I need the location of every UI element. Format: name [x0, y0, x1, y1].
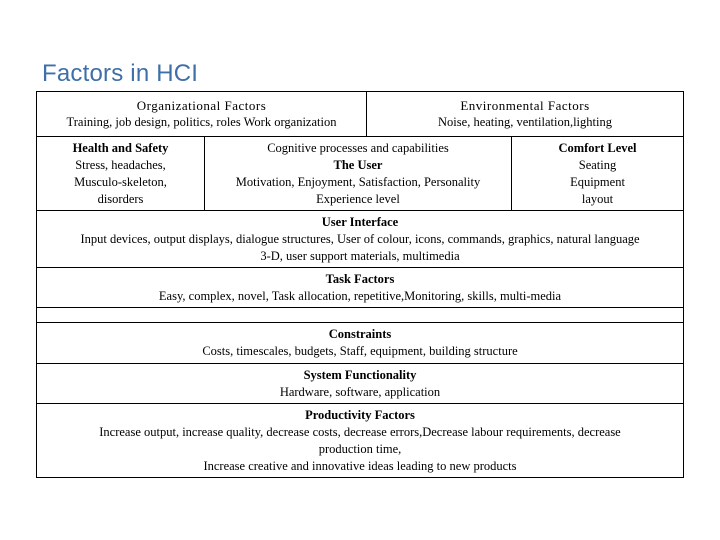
user-interface-heading: User Interface	[321, 214, 399, 229]
spacer-band	[36, 307, 684, 323]
the-user-line-3: Experience level	[316, 191, 400, 206]
constraints-box	[36, 322, 684, 364]
the-user-line-2: Motivation, Enjoyment, Satisfaction, Personality	[235, 174, 481, 189]
the-user-line-1: Cognitive processes and capabilities	[267, 140, 449, 155]
system-functionality-text: Hardware, software, application	[279, 384, 441, 399]
comfort-level-line: Equipment	[570, 174, 625, 189]
the-user-heading: The User	[333, 157, 383, 172]
system-functionality-box	[36, 363, 684, 404]
comfort-level-line: Seating	[578, 157, 617, 172]
environmental-factors-box	[366, 91, 684, 137]
productivity-factors-box	[36, 403, 684, 478]
productivity-factors-line-1: Increase output, increase quality, decrease costs, decrease errors,Decrease labour requirements, decrease	[99, 424, 621, 439]
health-safety-line: Musculo-skeleton,	[74, 174, 167, 189]
organizational-factors-text: Training, job design, politics, roles Work organization	[66, 115, 337, 129]
user-interface-box	[36, 210, 684, 268]
organizational-factors-box	[36, 91, 367, 137]
task-factors-box	[36, 267, 684, 308]
health-safety-heading: Health and Safety	[72, 140, 169, 155]
health-safety-line: disorders	[97, 191, 144, 206]
comfort-level-line: layout	[581, 191, 614, 206]
environmental-factors-text: Noise, heating, ventilation,lighting	[438, 115, 612, 129]
constraints-text: Costs, timescales, budgets, Staff, equipment, building structure	[202, 344, 518, 358]
slide-title: Factors in HCI	[42, 60, 199, 87]
health-safety-line: Stress, headaches,	[75, 157, 166, 172]
user-interface-line-1: Input devices, output displays, dialogue structures, User of colour, icons, commands, graphics, natural language	[80, 231, 640, 246]
organizational-factors-heading: Organizational Factors	[136, 98, 267, 113]
environmental-factors-heading: Environmental Factors	[460, 98, 590, 113]
the-user-box	[204, 136, 512, 211]
productivity-factors-heading: Productivity Factors	[305, 407, 415, 422]
comfort-level-box	[511, 136, 684, 211]
user-interface-line-2: 3-D, user support materials, multimedia	[260, 248, 460, 263]
constraints-heading: Constraints	[328, 327, 392, 341]
task-factors-heading: Task Factors	[325, 271, 395, 286]
comfort-level-heading: Comfort Level	[558, 140, 637, 155]
productivity-factors-line-3: Increase creative and innovative ideas leading to new products	[203, 458, 517, 473]
health-safety-box	[36, 136, 205, 211]
productivity-factors-line-2: production time,	[318, 441, 402, 456]
system-functionality-heading: System Functionality	[303, 367, 417, 382]
task-factors-text: Easy, complex, novel, Task allocation, repetitive,Monitoring, skills, multi-media	[158, 288, 562, 303]
